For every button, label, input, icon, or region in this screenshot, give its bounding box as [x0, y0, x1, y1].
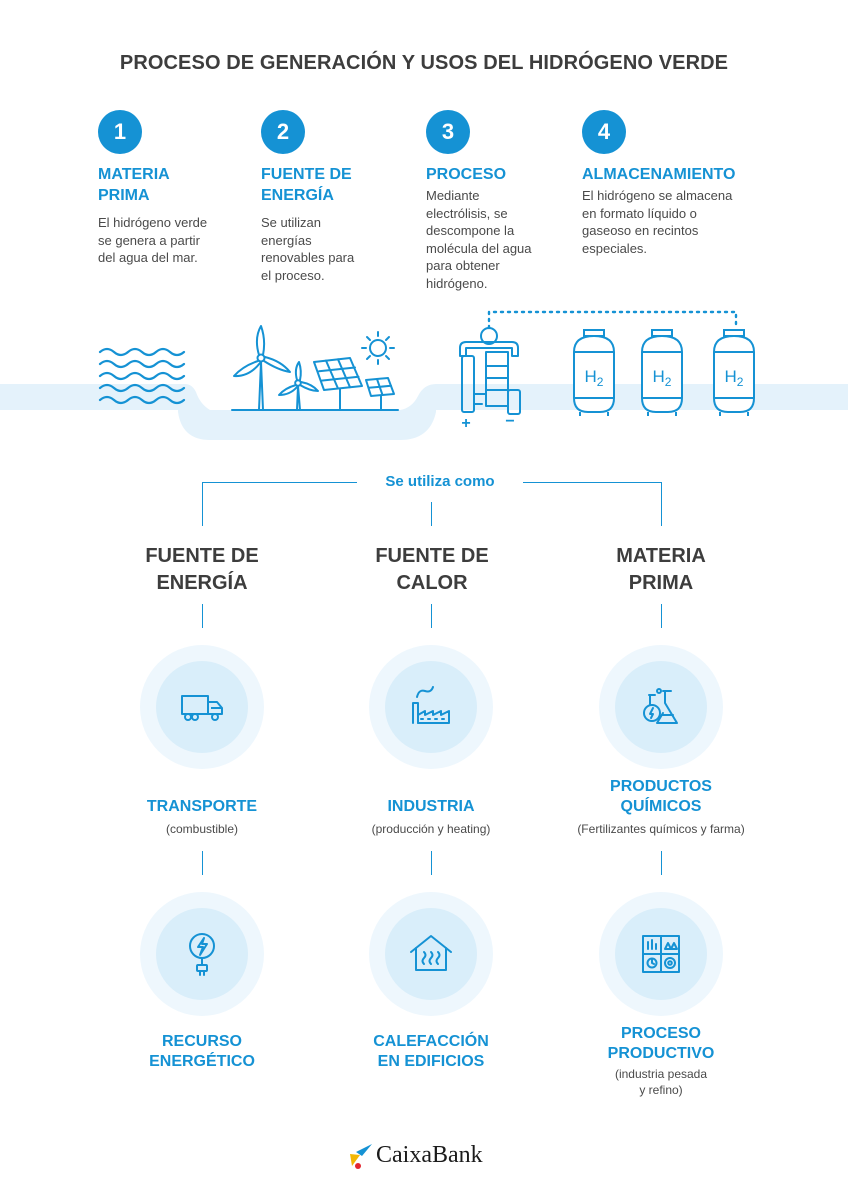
- uses-label: Se utiliza como: [357, 473, 523, 490]
- category-line: FUENTE DE: [375, 545, 489, 567]
- truck-icon: [176, 681, 228, 733]
- step-number: 3: [426, 110, 470, 154]
- step-number: 4: [582, 110, 626, 154]
- connector-line: [202, 851, 203, 875]
- use-subtitle-line: (producción y heating): [371, 822, 491, 836]
- use-subtitle: [531, 821, 791, 837]
- step-text-line: electrólisis, se: [426, 205, 508, 221]
- step-text-line: del agua del mar.: [98, 250, 198, 265]
- category-line: FUENTE DE: [145, 545, 259, 567]
- use-circle: [369, 645, 493, 769]
- step-text: [426, 187, 532, 292]
- step-text-line: El hidrógeno verde: [98, 215, 208, 230]
- use-subtitle-line: (Fertilizantes químicos y farma): [577, 822, 745, 836]
- step-text-line: para obtener: [426, 258, 500, 273]
- step-text-line: El hidrógeno se almacena: [582, 188, 733, 203]
- step-title: [98, 164, 207, 206]
- step-3: [426, 110, 532, 292]
- connector-line: [431, 604, 432, 628]
- use-title: [82, 797, 322, 817]
- renewable-energy-icon: [232, 326, 398, 410]
- step-title: [426, 164, 532, 185]
- step-title-line: PRIMA: [98, 187, 150, 204]
- step-2: [261, 110, 354, 284]
- connector-line: [431, 502, 432, 526]
- step-title-line: ENERGÍA: [261, 187, 334, 204]
- step-number: 2: [261, 110, 305, 154]
- energy-plug-icon: [176, 928, 228, 980]
- use-circle: [369, 892, 493, 1016]
- star-logo-icon: [348, 1140, 374, 1170]
- control-panel-icon: [635, 928, 687, 980]
- category-line: ENERGÍA: [156, 572, 248, 594]
- step-1: [98, 110, 207, 267]
- brand-logo: [348, 1138, 483, 1172]
- use-subtitle: [82, 821, 322, 837]
- use-subtitle: [541, 1066, 781, 1098]
- use-title-line: RECURSO: [161, 1033, 242, 1050]
- connector-line: [431, 851, 432, 875]
- step-text-line: se genera a partir: [98, 232, 200, 248]
- step-text-line: Se utilizan: [261, 215, 321, 230]
- step-text-line: energías: [261, 232, 312, 248]
- use-title-line: EN EDIFICIOS: [377, 1053, 485, 1070]
- use-title-line: CALEFACCIÓN: [373, 1033, 489, 1050]
- step-text-line: hidrógeno.: [426, 275, 488, 291]
- use-title: [311, 797, 551, 817]
- step-text-line: gaseoso en recintos: [582, 223, 699, 238]
- category-title: [561, 543, 761, 597]
- step-title-line: FUENTE DE: [261, 166, 352, 183]
- chemistry-flask-icon: [635, 681, 687, 733]
- step-text-line: especiales.: [582, 240, 648, 256]
- use-title: [311, 1032, 551, 1072]
- step-4: [582, 110, 735, 257]
- use-subtitle: [311, 821, 551, 837]
- category-line: CALOR: [396, 572, 468, 594]
- process-illustration: [0, 300, 848, 450]
- category-title: [102, 543, 302, 597]
- brand-name: CaixaBank: [376, 1141, 483, 1168]
- heated-house-icon: [405, 928, 457, 980]
- minus-sign: −: [505, 413, 515, 430]
- use-title-line: PRODUCTIVO: [607, 1045, 715, 1062]
- plus-sign: +: [461, 415, 471, 432]
- step-text: [98, 214, 207, 267]
- step-title-line: ALMACENAMIENTO: [582, 166, 736, 183]
- use-title-line: PROCESO: [620, 1025, 701, 1042]
- use-title-line: INDUSTRIA: [387, 798, 475, 815]
- use-circle: [599, 645, 723, 769]
- step-text-line: Mediante: [426, 188, 480, 203]
- step-text-line: el proceso.: [261, 267, 325, 283]
- h2-label: $H_2$: [584, 367, 604, 389]
- use-title-line: PRODUCTOS: [610, 778, 712, 795]
- step-text-line: molécula del agua: [426, 240, 532, 256]
- page-title: PROCESO DE GENERACIÓN Y USOS DEL HIDRÓGENO VERDE: [119, 52, 729, 74]
- use-title: [82, 1032, 322, 1072]
- use-title: [541, 777, 781, 817]
- step-title-line: PROCESO: [426, 166, 507, 183]
- use-title: [541, 1024, 781, 1064]
- step-text: [582, 187, 735, 257]
- use-title-line: QUÍMICOS: [620, 798, 702, 815]
- category-line: MATERIA: [616, 545, 706, 567]
- step-number: 1: [98, 110, 142, 154]
- connector-line: [202, 604, 203, 628]
- use-subtitle-line: (industria pesada: [614, 1067, 708, 1081]
- factory-icon: [405, 681, 457, 733]
- category-title: [332, 543, 532, 597]
- connector-line: [661, 604, 662, 628]
- step-text: [261, 214, 354, 284]
- step-text-line: en formato líquido o: [582, 205, 697, 221]
- use-subtitle-line: (combustible): [165, 822, 239, 836]
- use-subtitle-line: y refino): [639, 1083, 683, 1097]
- step-title: [582, 164, 735, 185]
- use-circle: [599, 892, 723, 1016]
- h2-label: $H_2$: [724, 367, 744, 389]
- category-line: PRIMA: [628, 572, 694, 594]
- connector-line: [202, 482, 203, 526]
- use-circle: [140, 645, 264, 769]
- use-title-line: TRANSPORTE: [146, 798, 258, 815]
- connector-line: [661, 851, 662, 875]
- use-circle: [140, 892, 264, 1016]
- step-title: [261, 164, 354, 206]
- connector-line: [661, 482, 662, 526]
- step-text-line: descompone la: [426, 223, 515, 238]
- use-title-line: ENERGÉTICO: [149, 1053, 255, 1070]
- step-title-line: MATERIA: [98, 166, 170, 183]
- h2-label: $H_2$: [652, 367, 672, 389]
- step-text-line: renovables para: [261, 250, 355, 265]
